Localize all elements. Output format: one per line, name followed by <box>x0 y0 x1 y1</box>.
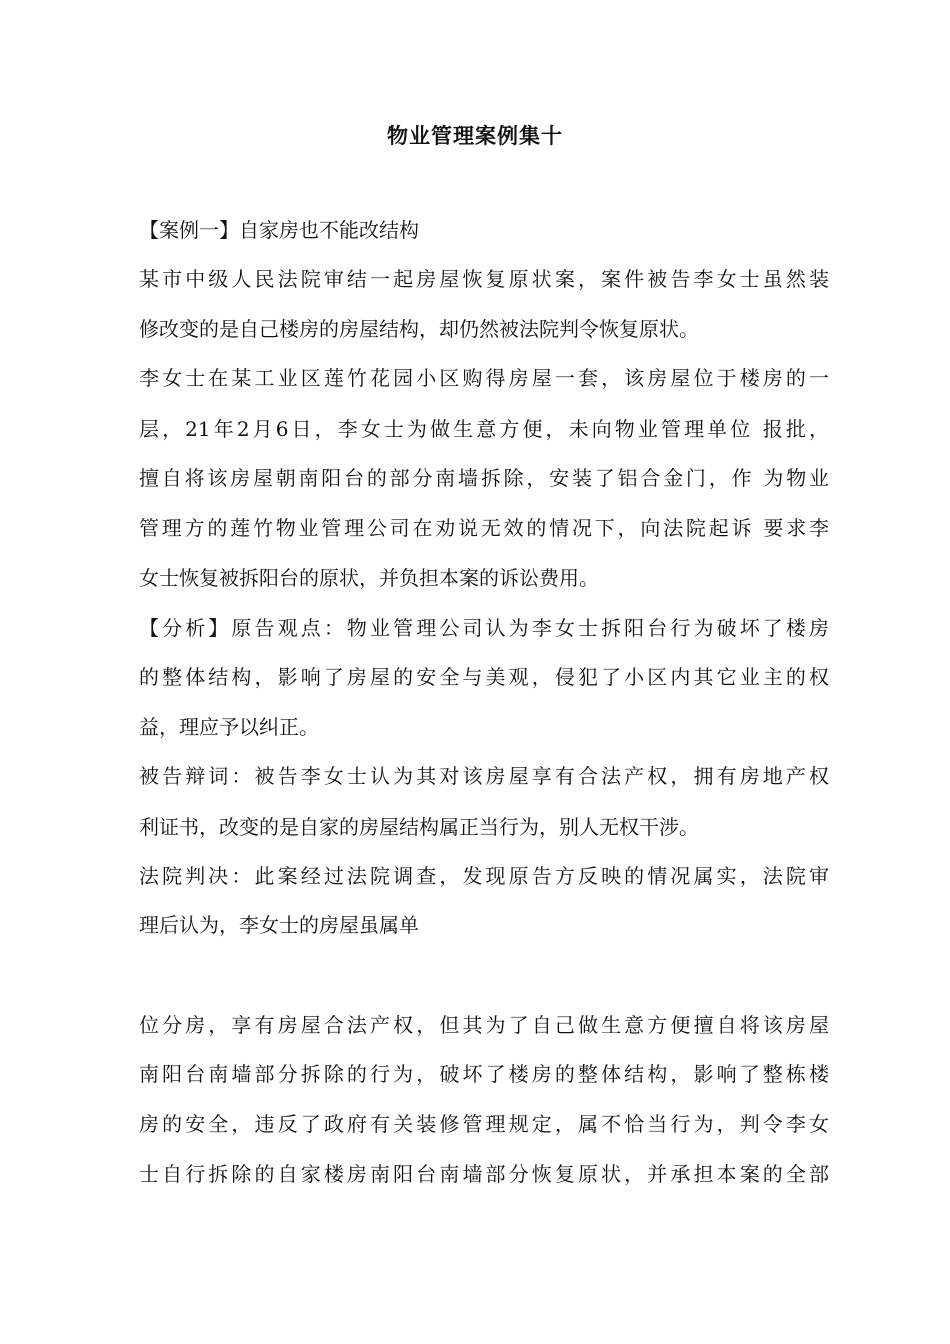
body-line: 某市中级人民法院审结一起房屋恢复原状案，案件被告李女士虽然装 <box>139 267 829 291</box>
body-line: 士自行拆除的自家楼房南阳台南墙部分恢复原状，并承担本案的全部 <box>139 1162 829 1186</box>
body-line: 女士恢复被拆阳台的原状，并负担本案的诉讼费用。 <box>139 566 599 590</box>
body-line: 位分房，享有房屋合法产权，但其为了自己做生意方便擅自将该房屋 <box>139 1013 829 1037</box>
body-line: 管理方的莲竹物业管理公司在劝说无效的情况下，向法院起诉 要求李 <box>139 516 829 540</box>
body-line: 擅自将该房屋朝南阳台的部分南墙拆除，安装了铝合金门，作 为物业 <box>139 466 829 490</box>
body-line: 南阳台南墙部分拆除的行为，破坏了楼房的整体结构，影响了整栋楼 <box>139 1062 829 1086</box>
case-heading: 【案例一】自家房也不能改结构 <box>139 218 419 242</box>
body-line: 利证书，改变的是自家的房屋结构属正当行为，别人无权干涉。 <box>139 815 699 839</box>
body-line: 李女士在某工业区莲竹花园小区购得房屋一套，该房屋位于楼房的一 <box>139 366 829 390</box>
body-line: 层，21年2月6日，李女士为做生意方便，未向物业管理单位 报批， <box>139 417 829 441</box>
body-line: 理后认为，李女士的房屋虽属单 <box>139 913 419 937</box>
analysis-line: 【分析】原告观点：物业管理公司认为李女士拆阳台行为破坏了楼房 <box>139 616 829 640</box>
document-title: 物业管理案例集十 <box>387 124 563 148</box>
body-line: 房的安全，违反了政府有关装修管理规定，属不恰当行为，判令李女 <box>139 1112 829 1136</box>
defense-line: 被告辩词：被告李女士认为其对该房屋享有合法产权，拥有房地产权 <box>139 764 829 788</box>
body-line: 益，理应予以纠正。 <box>139 715 319 739</box>
body-line: 修改变的是自己楼房的房屋结构，却仍然被法院判令恢复原状。 <box>139 317 699 341</box>
body-line: 的整体结构，影响了房屋的安全与美观，侵犯了小区内其它业主的权 <box>139 665 829 689</box>
judgment-line: 法院判决：此案经过法院调查，发现原告方反映的情况属实，法院审 <box>139 864 829 888</box>
